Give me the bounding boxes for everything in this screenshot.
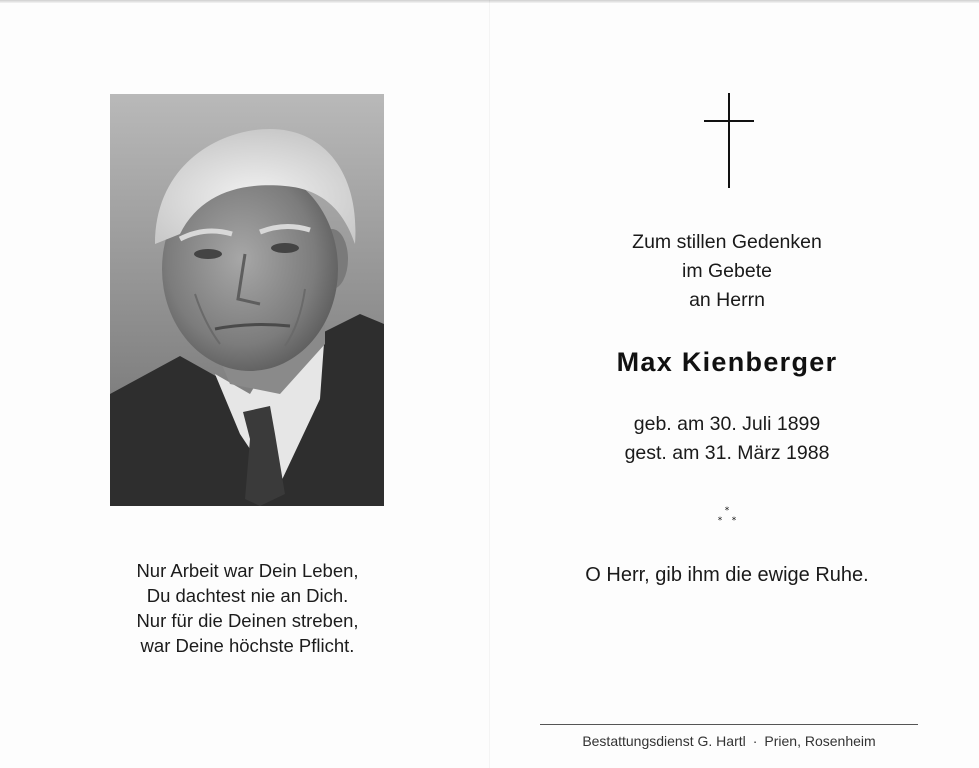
latin-cross-icon [704,93,754,188]
poem [60,558,435,658]
memorial-text-panel [540,0,914,768]
footer-rule [540,724,918,725]
death-date: gest. am 31. März 1988 [624,442,830,464]
svg-text:*: * [717,516,723,525]
card-fold [489,0,490,768]
footer-separator: · [752,733,758,749]
intro-text [540,228,914,315]
poem-line: Nur Arbeit war Dein Leben, [136,560,359,581]
undertaker-name: Bestattungsdienst G. Hartl [582,733,746,749]
footer [540,733,918,749]
undertaker-location: Prien, Rosenheim [764,733,876,749]
life-dates [540,410,914,468]
svg-text:*: * [724,506,730,516]
deceased-name: Max Kienberger [616,347,838,377]
svg-text:*: * [731,516,737,525]
intro-line: im Gebete [682,260,772,282]
poem-line: Du dachtest nie an Dich. [146,585,349,606]
intro-line: an Herrn [689,289,765,311]
birth-date: geb. am 30. Juli 1899 [633,413,821,435]
poem-line: war Deine höchste Pflicht. [140,635,355,656]
poem-line: Nur für die Deinen streben, [136,610,359,631]
portrait-photo [110,94,384,506]
blessing-text: O Herr, gib ihm die ewige Ruhe. [585,564,869,586]
three-stars-icon [714,505,740,525]
intro-line: Zum stillen Gedenken [632,231,822,253]
